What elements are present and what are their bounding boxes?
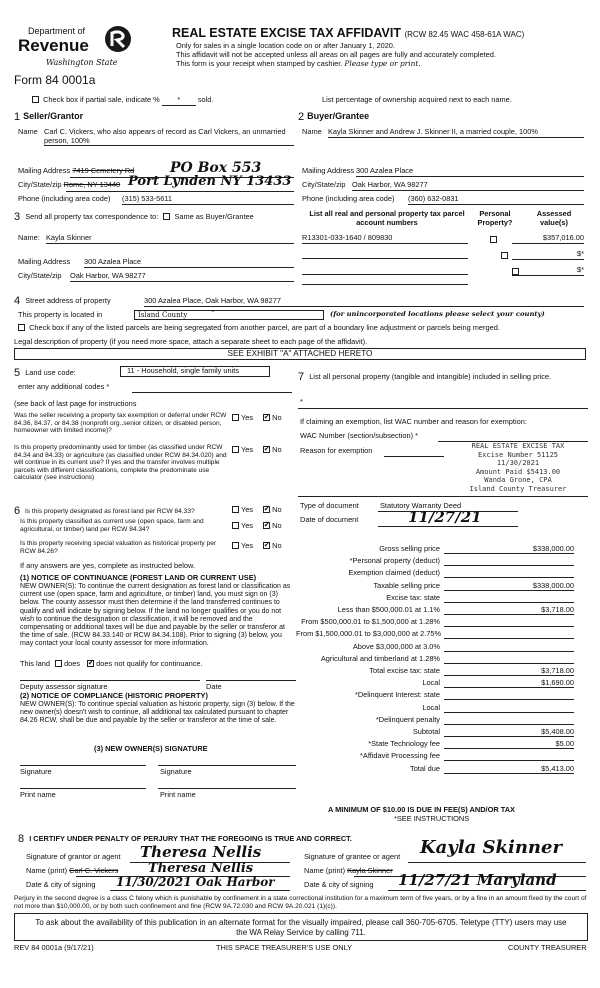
- assessed-value-2[interactable]: $*: [512, 250, 584, 260]
- notice-1-heading: (1) NOTICE OF CONTINUANCE (FOREST LAND OR CURRENT USE): [20, 573, 257, 582]
- same-as-buyer-checkbox[interactable]: [163, 213, 170, 220]
- no-label: No: [272, 413, 282, 422]
- calc-value[interactable]: $5.00: [444, 740, 574, 749]
- owner-print-label-1: Print name: [20, 790, 56, 799]
- personal-property-checkbox-1[interactable]: [490, 236, 497, 243]
- form-title-text: REAL ESTATE EXCISE TAX AFFIDAVIT: [172, 26, 401, 40]
- personal-property-checkbox-2[interactable]: [501, 252, 508, 259]
- personal-star: *: [300, 397, 303, 406]
- land-use-q2: [14, 444, 232, 482]
- parcels-header-1: List all real and personal property tax parcel account numbers: [309, 209, 465, 227]
- seller-mail-struck: 7419 Cemetery Rd: [72, 166, 135, 175]
- header-line-3-italic: Please type or print.: [344, 59, 421, 68]
- stamp-line-2: Excise Number 51125: [477, 450, 559, 459]
- segregated-label: Check box if any of the listed parcels are being segregated from another parcel, are part of a boundary line adjustment or parcels being merged.: [29, 323, 500, 332]
- grantor-name-struck: Carl C. Vickers: [69, 866, 119, 875]
- list-percentage-note: List percentage of ownership acquired next to each name.: [322, 95, 512, 104]
- deputy-date-label: Date: [206, 682, 222, 691]
- dept-of-text: Department of: [28, 26, 86, 36]
- land-use-row: [14, 366, 76, 379]
- perjury-notice: [14, 895, 588, 911]
- yes-label: Yes: [241, 505, 254, 514]
- forest-q2-no-checkbox[interactable]: [263, 522, 270, 529]
- grantee-date-label: Date & city of signing: [304, 880, 374, 889]
- forest-num: 6: [14, 505, 21, 517]
- revenue-text: Revenue: [18, 36, 89, 55]
- seller-city-struck: Rome, NY 13440: [63, 180, 121, 189]
- grantor-name-label: Name (print): [26, 866, 68, 875]
- calc-label: Taxable selling price: [373, 581, 440, 590]
- forest-q1: Is this property designated as forest land per RCW 84.33?: [24, 508, 195, 515]
- treasurer-use-label: THIS SPACE TREASURER'S USE ONLY: [216, 943, 353, 952]
- form-title: [172, 26, 524, 40]
- reason-label: Reason for exemption: [300, 446, 373, 455]
- seller-num: 1: [14, 111, 21, 123]
- buyer-mail-field[interactable]: 300 Azalea Place: [356, 167, 584, 177]
- calc-value[interactable]: [444, 643, 574, 652]
- street-field[interactable]: 300 Azalea Place, Oak Harbor, WA 98277: [144, 297, 584, 307]
- parcel-number-3[interactable]: [302, 266, 468, 275]
- calc-value[interactable]: $3,718.00: [444, 606, 574, 615]
- minimum-due-label: A MINIMUM OF $10.00 IS DUE IN FEE(S) AND/OR TAX: [328, 805, 515, 814]
- buyer-city-label: City/State/zip: [302, 180, 346, 189]
- seller-name-field[interactable]: Carl C. Vickers, who also appears of record as Carl Vickers, an unmarried person, 100%: [44, 128, 294, 146]
- grantee-signature[interactable]: Kayla Skinner: [420, 837, 562, 858]
- wac-number-label: WAC Number (section/subsection): [300, 431, 414, 440]
- yes-label: Yes: [241, 521, 254, 530]
- forest-q3: Is this property receiving special valuation as historical property per RCW 84.26?: [20, 540, 217, 555]
- calc-label: *Personal property (deduct): [349, 556, 440, 565]
- land-use-q1-answers: [232, 414, 282, 423]
- header-line-2: This affidavit will not be accepted unless all areas on all pages are fully and accurately completed.: [176, 50, 496, 59]
- forest-q1-yes-checkbox[interactable]: [232, 506, 239, 513]
- buyer-phone-field[interactable]: (360) 632-0831: [408, 195, 584, 205]
- calc-value[interactable]: [444, 557, 574, 566]
- legal-description-value: SEE EXHIBIT "A" ATTACHED HERETO: [227, 349, 373, 358]
- calc-value[interactable]: [444, 630, 574, 639]
- land-use-q1-yes-checkbox[interactable]: [232, 414, 239, 421]
- notice-1-text: NEW OWNER(S): To continue the current designation as forest land or classification as current use (open space, farm and agriculture, or timber) land, you must sign on (3) below. The county assessor must then determine if the land transferred continues to qualify and will indicate by signing below. If the land no longer qualifies or you do not wish to continue the designation or classification, it will be removed and the compensating or additional taxes will be due and payable by the seller or transferor at the time of sale. (RCW 84.33.140 or RCW 84.34.108). Prior to signing (3) below, you may contact your local county assessor for more information.: [20, 583, 291, 648]
- buyer-mail-label: Mailing Address: [302, 166, 355, 175]
- stamp-line-1: REAL ESTATE EXCISE TAX: [471, 442, 565, 450]
- wac-claim-label: If claiming an exemption, list WAC number and reason for exemption:: [300, 417, 527, 426]
- additional-codes-star: *: [106, 382, 110, 391]
- calc-value[interactable]: [444, 704, 574, 713]
- buyer-phone-label: Phone (including area code): [302, 194, 395, 203]
- land-use-q1-no-checkbox[interactable]: [263, 414, 270, 421]
- owner-signature-label-1: Signature: [20, 767, 52, 776]
- form-title-rcw: (RCW 82.45 WAC 458-61A WAC): [404, 30, 525, 39]
- does-qualify-checkbox[interactable]: [55, 660, 62, 667]
- forest-q1-row: [14, 504, 195, 517]
- header-line-1: Only for sales in a single location code on or after January 1, 2020.: [176, 41, 395, 50]
- see-back-label: (see back of last page for instructions: [14, 399, 137, 408]
- grantor-name-hand[interactable]: Theresa Nellis: [148, 861, 254, 876]
- calc-label: Local: [422, 678, 440, 687]
- grantee-name-label: Name (print): [304, 866, 346, 875]
- header-line-3-text: This form is your receipt when stamped by cashier.: [176, 59, 343, 68]
- yes-label: Yes: [241, 541, 254, 550]
- calc-value[interactable]: [444, 594, 574, 603]
- calc-label: *State Technology fee: [368, 739, 440, 748]
- assessed-value-1[interactable]: $357,016.00: [512, 234, 584, 244]
- wac-number-star: *: [415, 431, 419, 440]
- yes-label: Yes: [241, 413, 254, 422]
- revenue-logo: [10, 22, 140, 74]
- calc-label: Less than $500,000.01 at 1.1%: [337, 605, 440, 614]
- parcels-header-2: Personal Property?: [477, 209, 513, 227]
- calc-value[interactable]: [444, 655, 574, 664]
- forest-q3-answers: [232, 542, 282, 551]
- calc-value[interactable]: $3,718.00: [444, 667, 574, 676]
- notice-2-text: NEW OWNER(S): To continue special valuation as historic property, sign (3) below. If the new owner(s) doesn't wish to continue, all additional tax calculated pursuant to chapter 84.26 RCW, shall be due and payable by the seller or transferor at the time of sale.: [20, 701, 295, 725]
- calc-label: Local: [422, 703, 440, 712]
- corr-mail-label: Mailing Address: [18, 257, 71, 266]
- certify-num: 8: [18, 833, 25, 845]
- seller-name-label: Name: [18, 127, 38, 136]
- yes-label: Yes: [241, 445, 254, 454]
- buyer-heading-text: Buyer/Grantee: [307, 111, 370, 121]
- land-use-q2-text: Is this property predominantly used for timber (as classified under RCW 84.34 and 84.33) or agriculture (as classified under RCW 84.34.020) and will continue in its current use? If yes and the transfer involves multiple parcels with different classifications, complete the predominate use calculator (see instructions): [14, 444, 227, 482]
- additional-codes-row: [18, 383, 109, 392]
- land-use-select[interactable]: [120, 366, 270, 377]
- corr-name-field[interactable]: Kayla Skinner: [46, 234, 294, 244]
- calc-value[interactable]: [444, 752, 574, 761]
- correspondence-label: Send all property tax correspondence to:: [25, 212, 159, 221]
- doc-type-label: Type of document: [300, 501, 359, 510]
- notice-2-heading: (2) NOTICE OF COMPLIANCE (HISTORIC PROPERTY): [20, 691, 208, 700]
- calc-label: Above $3,000,000 at 3.0%: [352, 642, 440, 651]
- grantor-name-row: [26, 867, 118, 876]
- legal-label: Legal description of property (if you need more space, attach a separate sheet to each page of the affidavit).: [14, 337, 368, 346]
- wac-number-row: [300, 432, 418, 441]
- no-label: No: [272, 521, 282, 530]
- certify-text: I CERTIFY UNDER PENALTY OF PERJURY THAT THE FOREGOING IS TRUE AND CORRECT.: [29, 834, 352, 843]
- seller-phone-label: Phone (including area code): [18, 194, 111, 203]
- calc-value[interactable]: $338,000.00: [444, 582, 574, 591]
- forest-q1-no-checkbox[interactable]: [263, 506, 270, 513]
- does-not-qualify-label: does not qualify for continuance.: [96, 659, 203, 668]
- seller-city-row: [18, 181, 120, 190]
- forest-any-yes: If any answers are yes, complete as instructed below.: [20, 561, 195, 570]
- availability-notice: [14, 913, 588, 941]
- legal-description-field[interactable]: [14, 348, 586, 360]
- correspondence-num: 3: [14, 211, 21, 223]
- calc-label: *Affidavit Processing fee: [360, 751, 440, 760]
- forest-q2: Is this property classified as current use (open space, farm and agricultural, or timber) land per RCW 84.34?: [20, 518, 204, 533]
- corr-city-field[interactable]: Oak Harbor, WA 98277: [70, 272, 294, 282]
- header-line-3: [176, 60, 421, 69]
- parcels-header-3: Assessed value(s): [536, 209, 572, 227]
- segregated-row: [18, 324, 500, 333]
- doc-date-label: Date of document: [300, 515, 359, 524]
- seller-mail-label: Mailing Address: [18, 166, 71, 175]
- located-label: This property is located in: [18, 310, 103, 319]
- does-label: does: [64, 659, 81, 668]
- this-land-row: [20, 660, 203, 669]
- calc-label: Excise tax: state: [386, 593, 440, 602]
- see-instructions-label: *SEE INSTRUCTIONS: [394, 814, 470, 823]
- forest-q1-answers: [232, 506, 282, 515]
- forest-q2-answers: [232, 522, 282, 531]
- county-select[interactable]: [134, 310, 324, 320]
- calc-value[interactable]: $5,408.00: [444, 728, 574, 737]
- calc-label: Agricultural and timberland at 1.28%: [320, 654, 440, 663]
- land-use-q2-no-checkbox[interactable]: [263, 446, 270, 453]
- county-select-value: Island County: [138, 311, 188, 319]
- excise-stamp: [440, 442, 596, 493]
- grantor-signature-label: Signature of grantor or agent: [26, 852, 121, 861]
- seller-city-hand[interactable]: Port Lynden NY 13433: [128, 174, 292, 189]
- personal-label: List all personal property (tangible and intangible) included in selling price.: [309, 372, 552, 381]
- personal-num: 7: [298, 371, 305, 383]
- revenue-logo-icon: [103, 24, 133, 54]
- calc-value[interactable]: [444, 691, 574, 700]
- calc-label: Total due: [410, 764, 440, 773]
- form-number: Form 84 0001a: [14, 73, 96, 87]
- additional-codes-label: enter any additional codes: [18, 382, 105, 391]
- availability-notice-text: To ask about the availability of this publication in an alternate format for the visually impaired, please call 360-705-6705. Teletype (TTY) users may use the WA Relay Service by calling 711.: [35, 918, 567, 937]
- calc-value[interactable]: $338,000.00: [444, 545, 574, 554]
- owner-print-label-2: Print name: [160, 790, 196, 799]
- buyer-name-label: Name: [302, 127, 322, 136]
- calc-value[interactable]: $5,413.00: [444, 765, 574, 774]
- buyer-name-field[interactable]: Kayla Skinner and Andrew J. Skinner II, a married couple, 100%: [328, 128, 584, 138]
- perjury-notice-text: Perjury in the second degree is a class C felony which is punishable by confinement in a state correctional institution for a maximum term of five years, or by a fine in an amount fixed by the court of not more than $10,000.00, or by both such confinement and fine (RCW 9A.72.030 and RCW 9A.20.021 (1)(c)).: [14, 895, 587, 910]
- partial-sale-row: [32, 96, 213, 106]
- seller-heading-text: Seller/Grantor: [23, 111, 84, 121]
- forest-q3-no-checkbox[interactable]: [263, 542, 270, 549]
- same-as-buyer-label: Same as Buyer/Grantee: [174, 212, 254, 221]
- street-label: Street address of property: [25, 296, 111, 305]
- calc-label: From $1,500,000.01 to $3,000,000 at 2.75%: [296, 629, 442, 638]
- this-land-label: This land: [20, 659, 50, 668]
- calc-value[interactable]: $1,690.00: [444, 679, 574, 688]
- county-note: (for unincorporated locations please select your county): [330, 310, 545, 318]
- buyer-num: 2: [298, 111, 305, 123]
- calc-label: From $500,000.01 to $1,500,000 at 1.28%: [301, 617, 440, 626]
- owner-signature-label-2: Signature: [160, 767, 192, 776]
- corr-city-label: City/State/zip: [18, 271, 62, 280]
- partial-sale-checkbox[interactable]: [32, 96, 39, 103]
- state-text: Washington State: [46, 58, 118, 67]
- doc-type-field[interactable]: Statutory Warranty Deed: [378, 502, 518, 512]
- doc-date-hand[interactable]: 11/27/21: [408, 508, 482, 526]
- rev-number: REV 84 0001a (9/17/21): [14, 943, 94, 952]
- no-label: No: [272, 445, 282, 454]
- calc-label: Subtotal: [412, 727, 440, 736]
- county-treasurer-label: COUNTY TREASURER: [508, 943, 587, 952]
- land-use-label: Land use code:: [25, 368, 76, 377]
- deputy-signature-label: Deputy assessor signature: [20, 682, 108, 691]
- parcel-number-2[interactable]: [302, 250, 468, 259]
- stamp-line-5: Wanda Grone, CPA: [484, 476, 552, 485]
- forest-q3-yes-checkbox[interactable]: [232, 542, 239, 549]
- calc-label: Total excise tax: state: [369, 666, 440, 675]
- calc-label: Gross selling price: [379, 544, 440, 553]
- grantor-date-hand[interactable]: 11/30/2021 Oak Harbor: [116, 875, 275, 889]
- grantee-name-row: [304, 867, 393, 876]
- seller-mail-hand[interactable]: PO Box 553: [170, 160, 262, 176]
- grantor-signature[interactable]: Theresa Nellis: [140, 843, 262, 861]
- land-use-num: 5: [14, 367, 21, 379]
- notice-3-heading: (3) NEW OWNER(S) SIGNATURE: [94, 744, 208, 753]
- segregated-checkbox[interactable]: [18, 324, 25, 331]
- correspondence-row: [14, 210, 254, 223]
- corr-name-label: Name:: [18, 233, 40, 242]
- seller-heading: [14, 110, 83, 123]
- assessed-value-3[interactable]: $*: [512, 266, 584, 276]
- calc-value[interactable]: [444, 618, 574, 627]
- seller-city-label: City/State/zip: [18, 180, 62, 189]
- corr-mail-field[interactable]: 300 Azalea Place: [84, 258, 294, 268]
- stamp-line-6: Island County Treasurer: [469, 484, 567, 493]
- no-label: No: [272, 541, 282, 550]
- grantee-name-struck: Kayla Skinner: [347, 866, 393, 875]
- street-num: 4: [14, 295, 21, 307]
- personal-property-row: [298, 370, 588, 383]
- land-use-q1: Was the seller receiving a property tax exemption or deferral under RCW 84.36, 84.37, or 84.38 (nonprofit org.,senior citizen, or disabled person, homeowner with limited income)?: [14, 412, 227, 435]
- grantee-signature-label: Signature of grantee or agent: [304, 852, 401, 861]
- stamp-line-3: 11/30/2021: [496, 459, 540, 468]
- buyer-city-field[interactable]: Oak Harbor, WA 98277: [352, 181, 584, 191]
- calc-value[interactable]: [444, 716, 574, 725]
- street-row: [14, 294, 111, 307]
- calc-label: *Delinquent Interest: state: [354, 690, 440, 699]
- calc-label: Exemption claimed (deduct): [348, 568, 440, 577]
- buyer-heading: [298, 110, 369, 123]
- partial-sale-sold: sold.: [197, 95, 214, 104]
- no-label: No: [272, 505, 282, 514]
- grantee-date-hand[interactable]: 11/27/21 Maryland: [398, 871, 557, 889]
- partial-sale-pct[interactable]: *: [162, 96, 196, 106]
- partial-sale-label: Check box if partial sale, indicate %: [43, 95, 160, 104]
- does-not-qualify-checkbox[interactable]: [87, 660, 94, 667]
- parcel-number-1[interactable]: R13301-033-1640 / 809830: [302, 234, 468, 244]
- county-select-arrow-icon: ˄: [211, 310, 215, 318]
- land-use-select-value: 11 - Household, single family units: [127, 366, 240, 375]
- grantor-date-label: Date & city of signing: [26, 880, 96, 889]
- land-use-q2-answers: [232, 446, 282, 455]
- stamp-line-4: Amount Paid $5413.00: [475, 467, 561, 476]
- calc-value[interactable]: [444, 569, 574, 578]
- forest-q2-yes-checkbox[interactable]: [232, 522, 239, 529]
- land-use-q2-yes-checkbox[interactable]: [232, 446, 239, 453]
- seller-phone-field[interactable]: (315) 533-5611: [122, 195, 294, 205]
- calc-label: *Delinquent penalty: [375, 715, 440, 724]
